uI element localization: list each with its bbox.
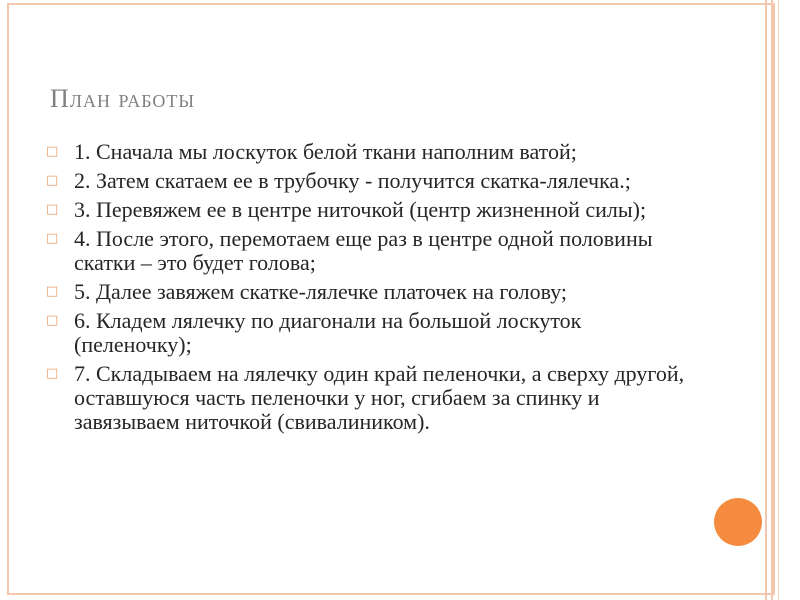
square-bullet-icon: □ <box>46 313 59 328</box>
decorative-circle <box>714 498 762 546</box>
list-item-text: 5. Далее завяжем скатке-лялечке платочек на голову; <box>74 279 568 304</box>
square-bullet-icon: □ <box>46 202 59 217</box>
bullet-list <box>44 140 694 439</box>
decorative-stripe <box>765 0 767 600</box>
list-item-text: 1. Сначала мы лоскуток белой ткани наполним ватой; <box>74 139 577 164</box>
list-item-text: 7. Складываем на лялечку один край пеленочки, а сверху другой, оставшуюся часть пеленочки у ног, сгибаем за спинку и завязываем ниточкой (свивалиником). <box>74 361 685 434</box>
list-item-text: 4. После этого, перемотаем еще раз в центре одной половины скатки – это будет голова; <box>74 226 653 275</box>
list-item <box>44 140 694 164</box>
list-item-text: 6. Кладем лялечку по диагонали на большой лоскуток (пеленочку); <box>74 308 582 357</box>
list-item <box>44 227 694 275</box>
decorative-stripe <box>771 0 773 600</box>
square-bullet-icon: □ <box>46 284 59 299</box>
list-item-text: 2. Затем скатаем ее в трубочку - получится скатка-лялечка.; <box>74 168 631 193</box>
list-item <box>44 362 694 434</box>
list-item <box>44 309 694 357</box>
list-item <box>44 169 694 193</box>
list-item-text: 3. Перевяжем ее в центре ниточкой (центр жизненной силы); <box>74 197 647 222</box>
square-bullet-icon: □ <box>46 173 59 188</box>
list-item <box>44 198 694 222</box>
decorative-stripe <box>778 0 779 600</box>
square-bullet-icon: □ <box>46 366 59 381</box>
square-bullet-icon: □ <box>46 144 59 159</box>
square-bullet-icon: □ <box>46 231 59 246</box>
slide-title: План работы <box>50 84 196 113</box>
list-item <box>44 280 694 304</box>
